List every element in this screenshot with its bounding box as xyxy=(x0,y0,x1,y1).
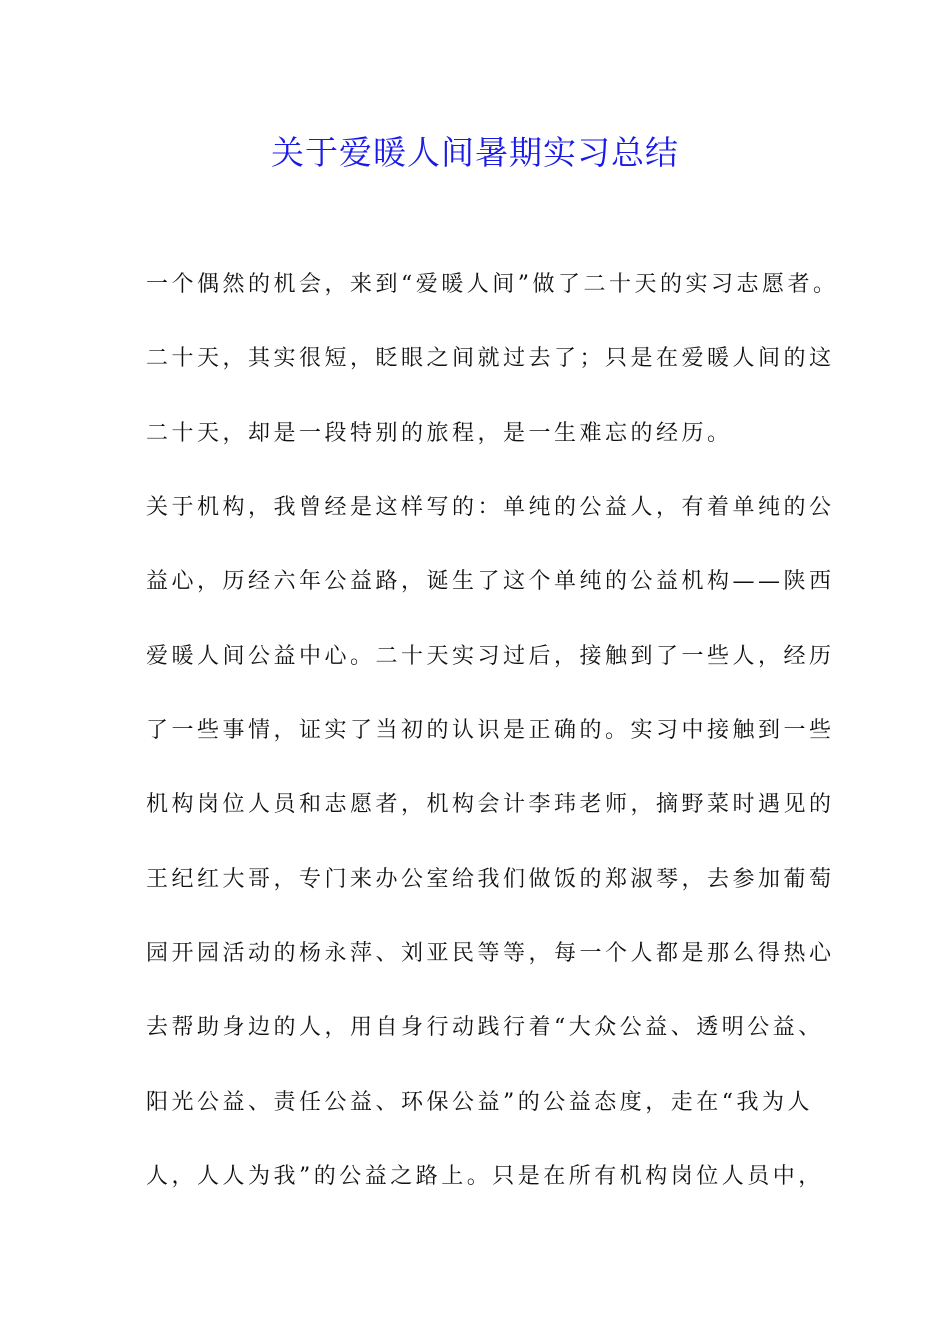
document-title: 关于爱暖人间暑期实习总结 xyxy=(271,133,679,172)
body-line-3: 二十天，却是一段特别的旅程，是一生难忘的经历。 xyxy=(146,421,733,446)
body-line-7: 了一些事情，证实了当初的认识是正确的。实习中接触到一些 xyxy=(146,718,835,743)
body-line-6: 爱暖人间公益中心。二十天实习过后，接触到了一些人，经历 xyxy=(146,644,835,669)
body-line-8: 机构岗位人员和志愿者，机构会计李玮老师，摘野菜时遇见的 xyxy=(146,792,835,817)
body-line-11: 去帮助身边的人，用自身行动践行着“大众公益、透明公益、 xyxy=(146,1015,824,1040)
body-line-9: 王纪红大哥，专门来办公室给我们做饭的郑淑琴，去参加葡萄 xyxy=(146,867,835,892)
body-line-13: 人，人人为我”的公益之路上。只是在所有机构岗位人员中， xyxy=(146,1164,824,1189)
body-line-12: 阳光公益、责任公益、环保公益”的公益态度，走在“我为人 xyxy=(146,1090,813,1115)
body-line-10: 园开园活动的杨永萍、刘亚民等等，每一个人都是那么得热心 xyxy=(146,941,835,966)
body-line-5: 益心，历经六年公益路，诞生了这个单纯的公益机构——陕西 xyxy=(146,569,835,594)
body-line-2: 二十天，其实很短，眨眼之间就过去了；只是在爱暖人间的这 xyxy=(146,346,835,371)
body-line-1: 一个偶然的机会，来到“爱暖人间”做了二十天的实习志愿者。 xyxy=(146,272,839,297)
body-line-4: 关于机构，我曾经是这样写的：单纯的公益人，有着单纯的公 xyxy=(146,495,835,520)
